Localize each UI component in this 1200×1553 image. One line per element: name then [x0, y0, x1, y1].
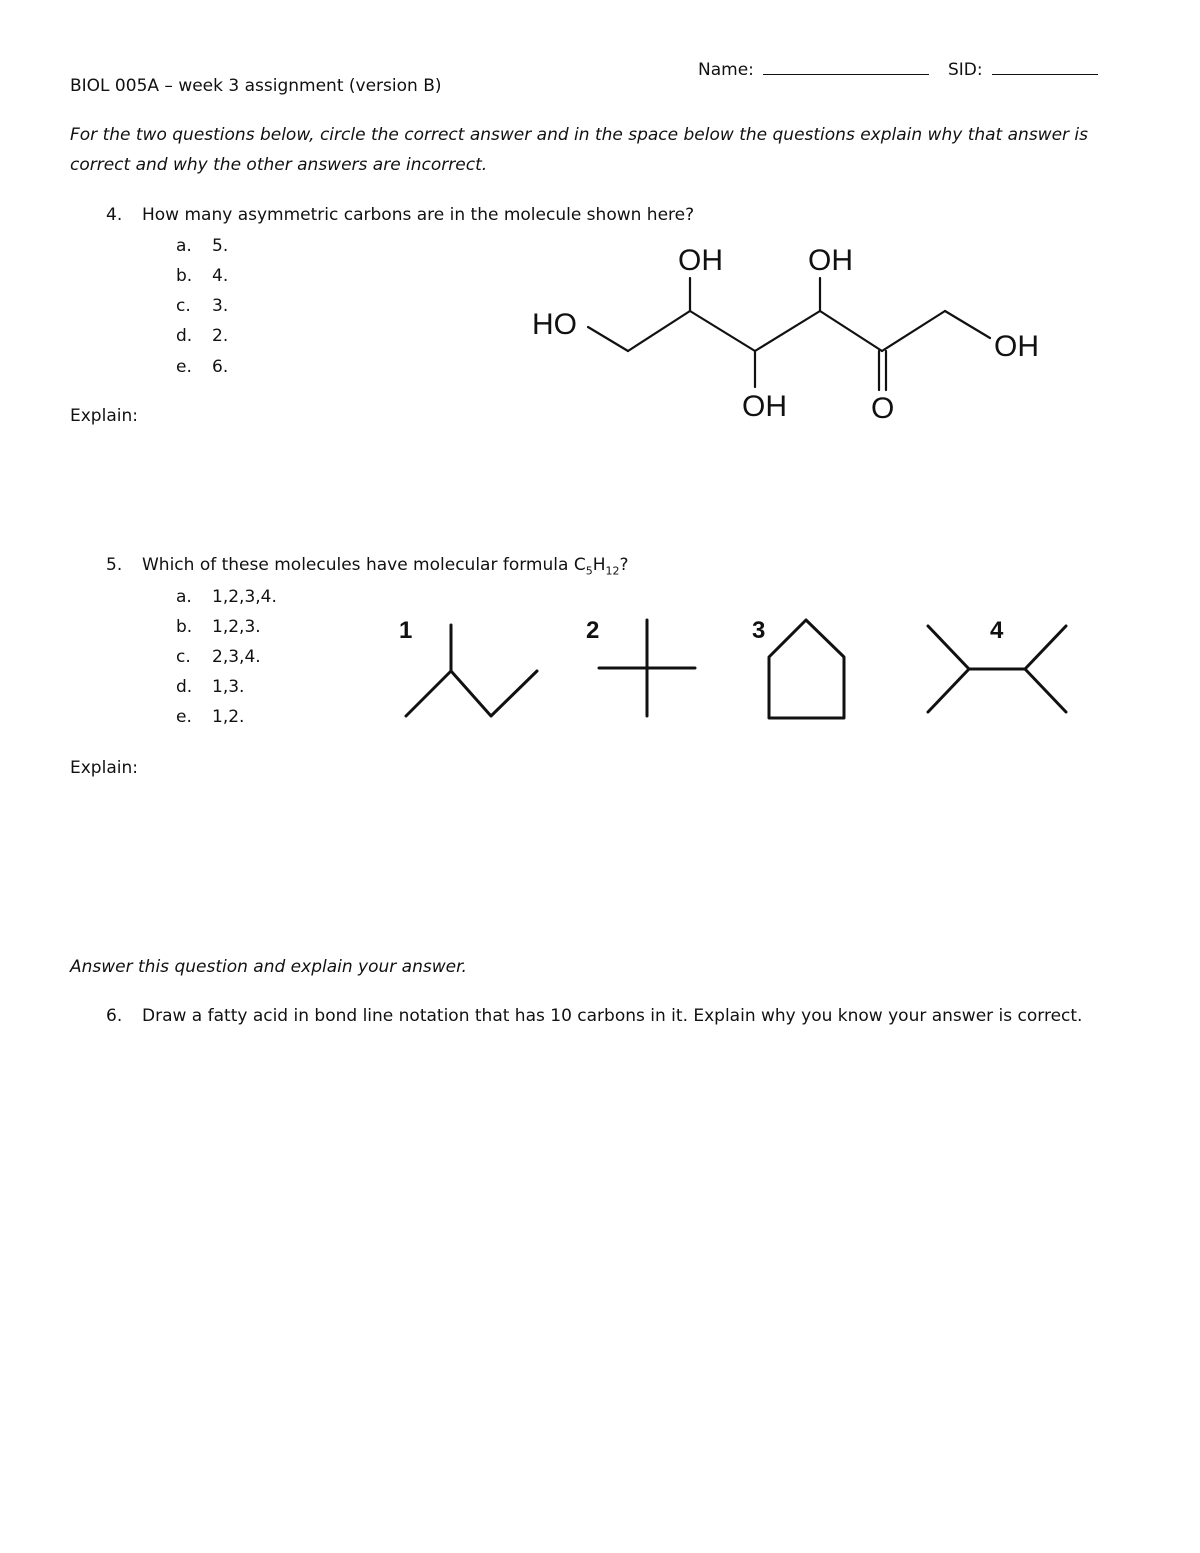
- label-oh-2: OH: [808, 244, 853, 277]
- q6-number: 6.: [106, 1006, 123, 1026]
- q5-option-b[interactable]: b. 1,2,3.: [176, 617, 261, 637]
- label-ho: HO: [532, 308, 577, 341]
- bond-4: [755, 311, 820, 351]
- q5-explain-label: Explain:: [70, 758, 138, 778]
- q5-option-c[interactable]: c. 2,3,4.: [176, 647, 261, 667]
- label-oh-1: OH: [678, 244, 723, 277]
- structure-1-chain: [406, 671, 537, 716]
- structure-4-arm-3: [1025, 626, 1066, 669]
- structure-3-number: 3: [752, 617, 766, 644]
- structure-4-arm-2: [928, 669, 969, 712]
- structure-4-number: 4: [990, 617, 1004, 644]
- q5-option-e[interactable]: e. 1,2.: [176, 707, 245, 727]
- bond-7: [945, 311, 990, 338]
- q5-structures-diagram: [0, 590, 1200, 740]
- structure-4-arm-4: [1025, 669, 1066, 712]
- q4-number: 4.: [106, 205, 123, 225]
- structure-2-number: 2: [586, 617, 600, 644]
- course-title: BIOL 005A – week 3 assignment (version B): [70, 76, 442, 96]
- bond-2: [628, 311, 690, 351]
- q4-text: How many asymmetric carbons are in the molecule shown here?: [142, 205, 695, 225]
- q5-option-a[interactable]: a. 1,2,3,4.: [176, 587, 277, 607]
- bond-3: [690, 311, 755, 351]
- bond-5: [820, 311, 882, 351]
- q6-text: Draw a fatty acid in bond line notation that has 10 carbons in it. Explain why you know your answer is correct.: [142, 1006, 1083, 1026]
- q4-option-e[interactable]: e. 6.: [176, 357, 229, 377]
- name-label: Name:: [698, 60, 754, 80]
- q6-intro: Answer this question and explain your answer.: [70, 957, 467, 977]
- q4-option-d[interactable]: d. 2.: [176, 326, 229, 346]
- structure-1-number: 1: [399, 617, 413, 644]
- q5-number: 5.: [106, 555, 123, 575]
- instructions-line-1: For the two questions below, circle the correct answer and in the space below the questions explain why that answer is: [70, 125, 1089, 145]
- label-oh-3: OH: [742, 390, 787, 423]
- q4-option-c[interactable]: c. 3.: [176, 296, 229, 316]
- structure-3-ring: [769, 620, 844, 718]
- label-o: O: [871, 392, 895, 425]
- bond-1: [588, 327, 628, 351]
- structure-4-arm-1: [928, 626, 969, 669]
- q4-explain-label: Explain:: [70, 406, 138, 426]
- q4-molecule-diagram: [0, 0, 1200, 460]
- q5-text: Which of these molecules have molecular formula $C_5H_{12}$?: [142, 555, 629, 578]
- instructions-line-2: correct and why the other answers are incorrect.: [70, 155, 488, 175]
- q4-option-b[interactable]: b. 4.: [176, 266, 229, 286]
- label-oh-end: OH: [994, 330, 1039, 363]
- sid-label: SID:: [948, 60, 983, 80]
- q4-option-a[interactable]: a. 5.: [176, 236, 229, 256]
- bond-6: [882, 311, 945, 351]
- q5-option-d[interactable]: d. 1,3.: [176, 677, 245, 697]
